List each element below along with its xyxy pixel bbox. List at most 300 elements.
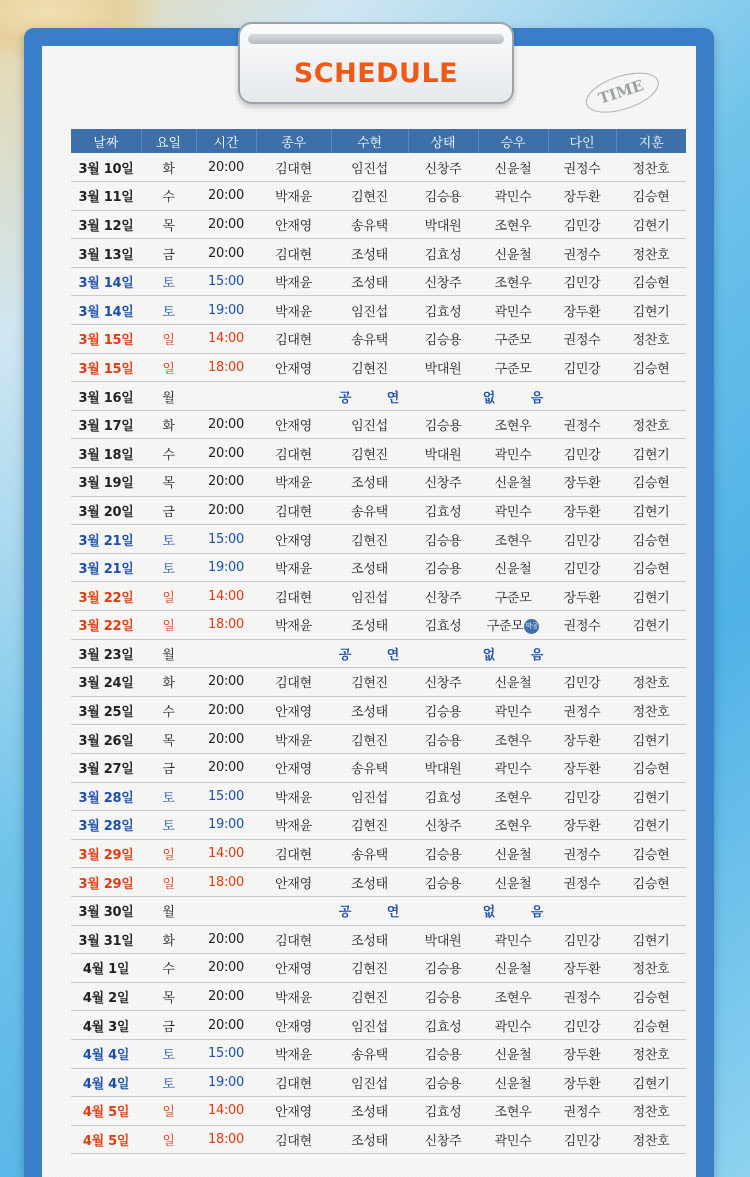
time-cell: 20:00 <box>196 153 256 182</box>
table-row <box>71 925 686 954</box>
date-cell: 3월 24일 <box>71 668 141 697</box>
cast-cell <box>408 468 478 497</box>
cast-name: 정찬호 <box>632 1105 670 1121</box>
cast-cell <box>331 868 408 897</box>
cast-name: 김민강 <box>563 933 601 949</box>
cast-cell <box>616 925 686 954</box>
cast-name: 박대원 <box>424 762 462 778</box>
clip-bar <box>248 34 504 44</box>
cast-cell <box>408 925 478 954</box>
cast-name: 김승현 <box>632 562 670 578</box>
cast-cell <box>548 325 616 354</box>
cast-name: 김효성 <box>424 504 462 520</box>
day-cell: 토 <box>141 811 196 840</box>
cast-name: 조현우 <box>494 276 532 292</box>
cast-name: 정찬호 <box>632 333 670 349</box>
cast-name: 김대현 <box>275 848 312 864</box>
cast-cell <box>256 353 331 382</box>
cast-cell <box>256 868 331 897</box>
cast-name: 김효성 <box>424 1019 462 1035</box>
cast-name: 김대현 <box>275 1076 312 1092</box>
cast-cell <box>616 668 686 697</box>
cast-name: 김승용 <box>424 876 462 892</box>
cast-name: 박재윤 <box>275 991 312 1007</box>
cast-name: 김승용 <box>424 991 462 1007</box>
day-cell: 일 <box>141 325 196 354</box>
cast-name: 권정수 <box>563 619 601 635</box>
no-show-char: 연 <box>386 390 400 406</box>
cast-name: 신창주 <box>424 476 462 492</box>
cast-cell <box>256 1068 331 1097</box>
cast-cell <box>616 582 686 611</box>
cast-cell <box>478 239 548 268</box>
table-row <box>71 639 686 668</box>
page-title: SCHEDULE <box>293 58 459 89</box>
day-cell: 수 <box>141 696 196 725</box>
cast-cell <box>256 182 331 211</box>
table-row <box>71 496 686 525</box>
cast-name: 김민강 <box>563 676 601 692</box>
cast-cell <box>331 553 408 582</box>
cast-cell <box>548 410 616 439</box>
cast-cell <box>256 982 331 1011</box>
cast-cell <box>256 782 331 811</box>
cast-cell <box>256 267 331 296</box>
cast-cell <box>408 410 478 439</box>
cast-name: 박재윤 <box>275 304 312 320</box>
cast-cell <box>408 267 478 296</box>
cast-name: 곽민수 <box>494 762 532 778</box>
cast-cell <box>256 925 331 954</box>
no-show-char: 연 <box>386 905 400 921</box>
cast-name: 조성태 <box>351 276 388 292</box>
cast-cell <box>616 182 686 211</box>
cast-name: 김현진 <box>351 962 388 978</box>
day-cell: 일 <box>141 353 196 382</box>
date-cell: 3월 22일 <box>71 611 141 640</box>
date-cell: 3월 15일 <box>71 353 141 382</box>
cast-name: 박대원 <box>424 218 462 234</box>
cast-name: 김승용 <box>424 705 462 721</box>
cast-cell <box>548 839 616 868</box>
cast-cell <box>256 954 331 983</box>
day-cell: 수 <box>141 954 196 983</box>
cast-cell <box>548 153 616 182</box>
cast-cell <box>478 267 548 296</box>
cast-name: 조성태 <box>351 562 388 578</box>
cast-name: 곽민수 <box>494 504 532 520</box>
cast-name: 김승현 <box>632 876 670 892</box>
cast-cell <box>548 868 616 897</box>
cast-cell <box>478 611 548 640</box>
table-row <box>71 582 686 611</box>
cast-cell <box>548 1039 616 1068</box>
cast-name: 박재윤 <box>275 619 312 635</box>
cast-name: 정찬호 <box>632 161 670 177</box>
table-row <box>71 468 686 497</box>
cast-name: 신창주 <box>424 590 462 606</box>
date-cell: 3월 21일 <box>71 525 141 554</box>
cast-name: 권정수 <box>563 1105 601 1121</box>
cast-name: 곽민수 <box>494 1133 532 1149</box>
cast-cell <box>331 668 408 697</box>
cast-name: 김현진 <box>351 361 388 377</box>
time-cell: 20:00 <box>196 210 256 239</box>
cast-name: 신창주 <box>424 1133 462 1149</box>
cast-name: 김효성 <box>424 619 462 635</box>
cast-cell <box>616 353 686 382</box>
cast-cell <box>256 811 331 840</box>
cast-cell <box>408 1039 478 1068</box>
date-cell: 3월 14일 <box>71 267 141 296</box>
cast-name: 신윤철 <box>494 476 532 492</box>
cast-cell <box>408 525 478 554</box>
time-cell: 19:00 <box>196 811 256 840</box>
table-row <box>71 210 686 239</box>
column-header: 수현 <box>331 129 408 153</box>
cast-cell <box>408 582 478 611</box>
column-header: 다인 <box>548 129 616 153</box>
date-cell: 3월 12일 <box>71 210 141 239</box>
cast-cell <box>616 210 686 239</box>
cast-name: 박재윤 <box>275 276 312 292</box>
cast-cell <box>548 553 616 582</box>
no-show-cell <box>196 382 686 411</box>
day-cell: 토 <box>141 782 196 811</box>
cast-cell <box>616 410 686 439</box>
cast-cell <box>616 1068 686 1097</box>
day-cell: 금 <box>141 496 196 525</box>
cast-name: 조현우 <box>494 790 532 806</box>
time-cell: 15:00 <box>196 1039 256 1068</box>
cast-cell <box>616 496 686 525</box>
cast-cell <box>478 210 548 239</box>
day-cell: 일 <box>141 582 196 611</box>
date-cell: 4월 5일 <box>71 1125 141 1154</box>
time-cell: 20:00 <box>196 182 256 211</box>
cast-name: 송유택 <box>351 218 388 234</box>
cast-cell <box>408 868 478 897</box>
cast-cell <box>478 725 548 754</box>
column-header: 지훈 <box>616 129 686 153</box>
cast-name: 권정수 <box>563 161 601 177</box>
day-cell: 토 <box>141 553 196 582</box>
cast-name: 장두환 <box>563 762 601 778</box>
day-cell: 목 <box>141 725 196 754</box>
cast-cell <box>256 696 331 725</box>
cast-name: 김효성 <box>424 247 462 263</box>
cast-name: 김현기 <box>632 619 670 635</box>
cast-cell <box>256 611 331 640</box>
cast-cell <box>256 410 331 439</box>
column-header: 시간 <box>196 129 256 153</box>
cast-name: 김승현 <box>632 848 670 864</box>
cast-name: 박재윤 <box>275 733 312 749</box>
column-header: 종우 <box>256 129 331 153</box>
cast-name: 김현기 <box>632 819 670 835</box>
table-row <box>71 439 686 468</box>
cast-name: 박재윤 <box>275 190 312 206</box>
cast-name: 송유택 <box>351 762 388 778</box>
cast-name: 김현기 <box>632 304 670 320</box>
cast-cell <box>478 954 548 983</box>
cast-name: 조현우 <box>494 991 532 1007</box>
cast-name: 안재영 <box>275 361 312 377</box>
cast-name: 김승현 <box>632 1019 670 1035</box>
date-cell: 3월 25일 <box>71 696 141 725</box>
cast-cell <box>408 1068 478 1097</box>
cast-name: 조성태 <box>351 876 388 892</box>
cast-cell <box>548 725 616 754</box>
cast-cell <box>478 325 548 354</box>
cast-name: 권정수 <box>563 848 601 864</box>
cast-name: 안재영 <box>275 419 312 435</box>
date-cell: 4월 4일 <box>71 1068 141 1097</box>
time-cell: 20:00 <box>196 696 256 725</box>
cast-name: 정찬호 <box>632 1048 670 1064</box>
cast-name: 김민강 <box>563 1133 601 1149</box>
cast-name: 김현진 <box>351 733 388 749</box>
cast-name: 곽민수 <box>494 1019 532 1035</box>
time-cell: 20:00 <box>196 753 256 782</box>
cast-name: 신윤철 <box>494 562 532 578</box>
time-cell: 19:00 <box>196 296 256 325</box>
cast-name: 김민강 <box>563 562 601 578</box>
cast-cell <box>548 954 616 983</box>
cast-name: 김승현 <box>632 991 670 1007</box>
cast-cell <box>616 239 686 268</box>
cast-name: 신윤철 <box>494 962 532 978</box>
cast-cell <box>478 1097 548 1126</box>
table-row <box>71 525 686 554</box>
table-row <box>71 811 686 840</box>
cast-name: 장두환 <box>563 190 601 206</box>
time-cell: 20:00 <box>196 982 256 1011</box>
cast-cell <box>478 553 548 582</box>
column-header: 상태 <box>408 129 478 153</box>
cast-name: 장두환 <box>563 819 601 835</box>
date-cell: 3월 22일 <box>71 582 141 611</box>
cast-name: 신창주 <box>424 276 462 292</box>
cast-name: 김효성 <box>424 304 462 320</box>
day-cell: 화 <box>141 668 196 697</box>
cast-name: 박대원 <box>424 933 462 949</box>
cast-name: 박재윤 <box>275 1048 312 1064</box>
date-cell: 3월 18일 <box>71 439 141 468</box>
cast-name: 권정수 <box>563 247 601 263</box>
cast-name: 김대현 <box>275 161 312 177</box>
cast-name: 박재윤 <box>275 562 312 578</box>
cast-cell <box>331 696 408 725</box>
day-cell: 토 <box>141 1068 196 1097</box>
cast-name: 조성태 <box>351 476 388 492</box>
date-cell: 3월 10일 <box>71 153 141 182</box>
cast-name: 김승용 <box>424 562 462 578</box>
cast-name: 신윤철 <box>494 848 532 864</box>
date-cell: 3월 26일 <box>71 725 141 754</box>
cast-cell <box>331 1097 408 1126</box>
cast-name: 김대현 <box>275 676 312 692</box>
column-header: 날짜 <box>71 129 141 153</box>
cast-cell <box>256 296 331 325</box>
cast-name: 임진섭 <box>351 161 388 177</box>
cast-name: 김민강 <box>563 447 601 463</box>
cast-name: 김승용 <box>424 333 462 349</box>
cast-cell <box>331 753 408 782</box>
cast-name: 안재영 <box>275 1105 312 1121</box>
cast-name: 곽민수 <box>494 304 532 320</box>
day-cell: 토 <box>141 296 196 325</box>
cast-cell <box>256 725 331 754</box>
cast-name: 조현우 <box>494 419 532 435</box>
cast-cell <box>478 1068 548 1097</box>
cast-cell <box>548 468 616 497</box>
time-cell: 20:00 <box>196 925 256 954</box>
cast-cell <box>616 553 686 582</box>
time-cell: 14:00 <box>196 582 256 611</box>
cast-cell <box>548 668 616 697</box>
cast-cell <box>616 696 686 725</box>
cast-cell <box>256 325 331 354</box>
date-cell: 3월 14일 <box>71 296 141 325</box>
time-cell: 20:00 <box>196 1011 256 1040</box>
time-cell: 14:00 <box>196 1097 256 1126</box>
cast-name: 안재영 <box>275 762 312 778</box>
cast-cell <box>331 410 408 439</box>
cast-name: 정찬호 <box>632 1133 670 1149</box>
cast-cell <box>616 1125 686 1154</box>
no-show-char: 없 <box>482 905 496 921</box>
cast-name: 신윤철 <box>494 1076 532 1092</box>
cast-name: 신윤철 <box>494 247 532 263</box>
cast-cell <box>408 353 478 382</box>
cast-cell <box>331 153 408 182</box>
date-cell: 3월 29일 <box>71 839 141 868</box>
time-cell: 19:00 <box>196 1068 256 1097</box>
day-cell: 목 <box>141 982 196 1011</box>
cast-cell <box>331 496 408 525</box>
day-cell: 일 <box>141 839 196 868</box>
cast-cell <box>478 839 548 868</box>
cast-name: 조현우 <box>494 218 532 234</box>
cast-cell <box>331 525 408 554</box>
cast-name: 권정수 <box>563 876 601 892</box>
cast-cell <box>408 839 478 868</box>
cast-name: 장두환 <box>563 1048 601 1064</box>
date-cell: 3월 29일 <box>71 868 141 897</box>
table-row <box>71 725 686 754</box>
table-row <box>71 896 686 925</box>
cast-name: 조현우 <box>494 1105 532 1121</box>
table-row <box>71 954 686 983</box>
time-cell: 20:00 <box>196 954 256 983</box>
cast-name: 김대현 <box>275 933 312 949</box>
cast-cell <box>548 811 616 840</box>
cast-name: 장두환 <box>563 304 601 320</box>
cast-cell <box>548 1068 616 1097</box>
cast-cell <box>408 725 478 754</box>
table-row <box>71 296 686 325</box>
cast-name: 김민강 <box>563 533 601 549</box>
cast-cell <box>256 210 331 239</box>
cast-cell <box>256 839 331 868</box>
cast-cell <box>256 668 331 697</box>
cast-name: 김대현 <box>275 1133 312 1149</box>
cast-cell <box>408 210 478 239</box>
cast-cell <box>548 696 616 725</box>
time-cell: 20:00 <box>196 239 256 268</box>
cast-name: 김현기 <box>632 933 670 949</box>
cast-cell <box>478 410 548 439</box>
cast-cell <box>548 210 616 239</box>
cast-cell <box>408 1011 478 1040</box>
cast-cell <box>256 439 331 468</box>
cast-cell <box>331 925 408 954</box>
cast-name: 박대원 <box>424 447 462 463</box>
no-show-char: 연 <box>386 647 400 663</box>
table-header-row <box>71 129 686 153</box>
cast-cell <box>478 182 548 211</box>
cast-cell <box>408 696 478 725</box>
cast-name: 임진섭 <box>351 419 388 435</box>
cast-name: 김현진 <box>351 991 388 1007</box>
cast-cell <box>548 296 616 325</box>
cast-name: 조현우 <box>494 819 532 835</box>
cast-cell <box>331 353 408 382</box>
cast-name: 김효성 <box>424 1105 462 1121</box>
table-row <box>71 1097 686 1126</box>
cast-cell <box>408 811 478 840</box>
cast-name: 조성태 <box>351 1105 388 1121</box>
cast-name: 장두환 <box>563 476 601 492</box>
table-row <box>71 611 686 640</box>
cast-name: 권정수 <box>563 333 601 349</box>
cast-cell <box>478 782 548 811</box>
cast-name: 신창주 <box>424 676 462 692</box>
cast-cell <box>548 353 616 382</box>
table-row <box>71 1011 686 1040</box>
no-show-cell <box>196 639 686 668</box>
cast-cell <box>408 553 478 582</box>
cast-cell <box>331 839 408 868</box>
date-cell: 3월 28일 <box>71 782 141 811</box>
cast-cell <box>616 811 686 840</box>
date-cell: 3월 21일 <box>71 553 141 582</box>
cast-name: 김승용 <box>424 733 462 749</box>
cast-name: 송유택 <box>351 504 388 520</box>
cast-name: 구준모 <box>494 361 532 377</box>
table-row <box>71 267 686 296</box>
cast-name: 신윤철 <box>494 676 532 692</box>
cast-cell <box>256 553 331 582</box>
cast-name: 송유택 <box>351 333 388 349</box>
cast-cell <box>616 753 686 782</box>
cast-name: 신윤철 <box>494 1048 532 1064</box>
time-stamp-icon: TIME <box>573 58 668 126</box>
cast-name: 박대원 <box>424 361 462 377</box>
no-show-char: 공 <box>338 647 352 663</box>
table-row <box>71 1039 686 1068</box>
cast-name: 조성태 <box>351 705 388 721</box>
cast-name: 안재영 <box>275 962 312 978</box>
date-cell: 3월 16일 <box>71 382 141 411</box>
cast-name: 정찬호 <box>632 705 670 721</box>
cast-name: 정찬호 <box>632 419 670 435</box>
cast-cell <box>548 525 616 554</box>
cast-cell <box>548 267 616 296</box>
cast-name: 권정수 <box>563 419 601 435</box>
day-cell: 목 <box>141 210 196 239</box>
